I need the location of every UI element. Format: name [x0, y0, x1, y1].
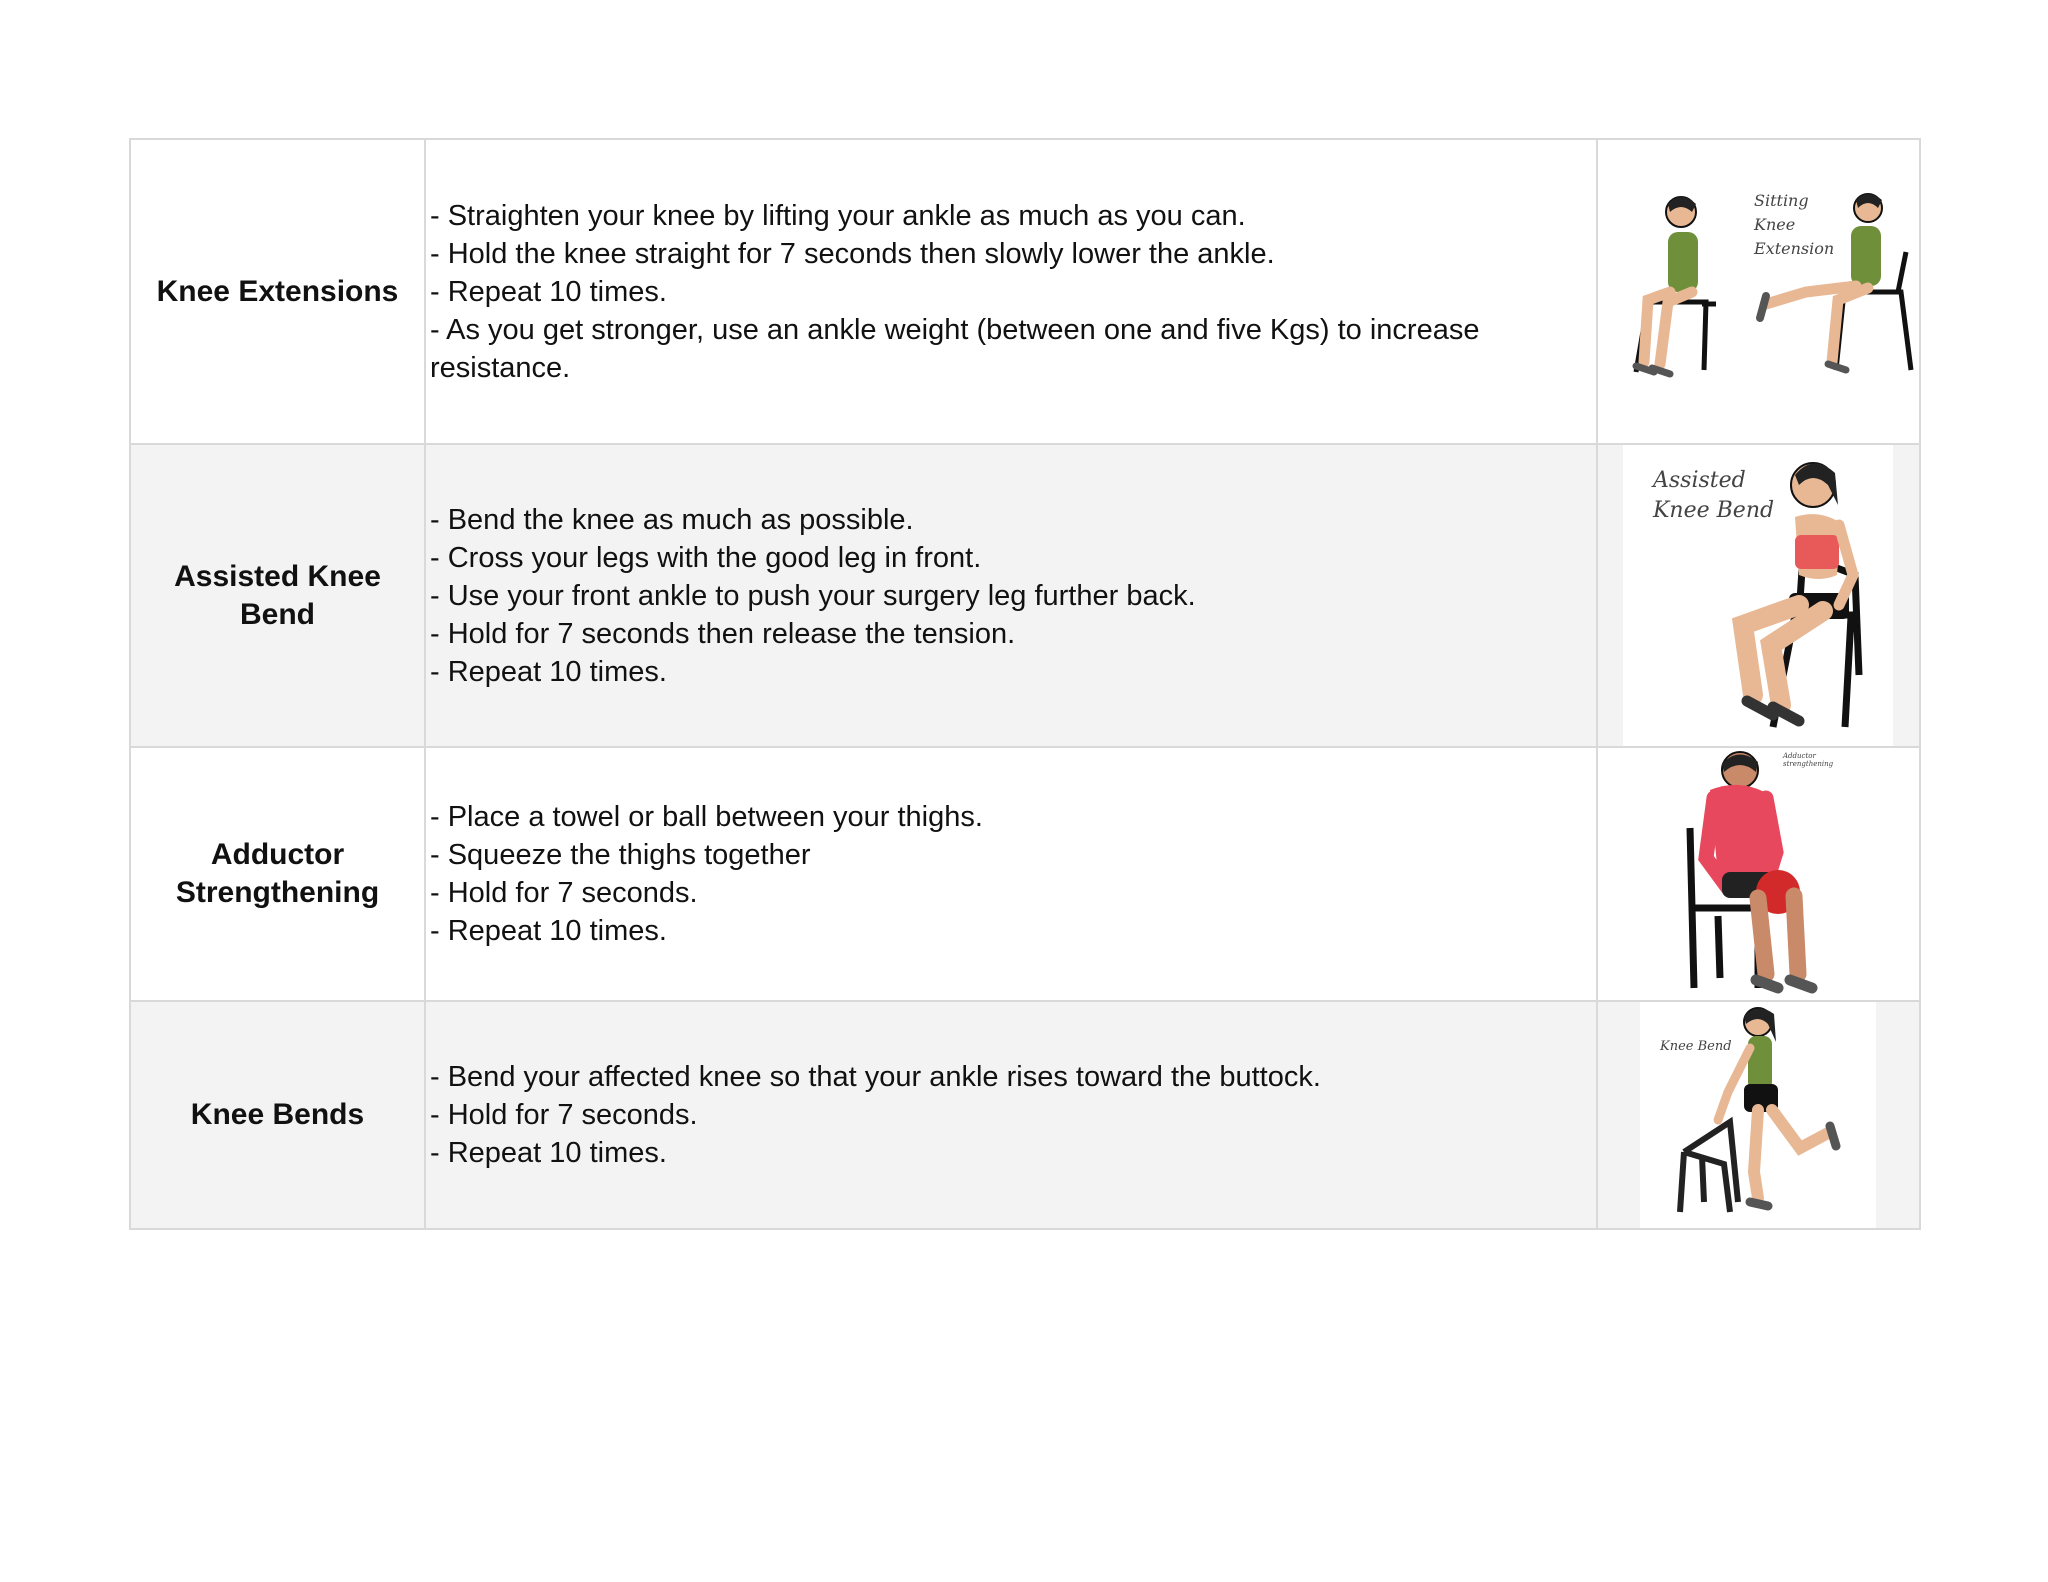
exercise-name: Knee Extensions — [130, 139, 425, 444]
knee-extension-illustration — [1606, 192, 1920, 392]
image-caption: Adductor — [1783, 752, 1816, 760]
seated-woman-figure-left — [1636, 197, 1716, 374]
step-line: - Hold the knee straight for 7 seconds then slowly lower the ankle. — [430, 237, 1275, 270]
exercise-steps — [425, 747, 1597, 1001]
exercise-name: Assisted Knee Bend — [130, 444, 425, 747]
exercise-sheet — [129, 138, 1919, 1230]
assisted-knee-bend-illustration — [1623, 445, 1893, 746]
image-caption: Extension — [1754, 239, 1835, 258]
exercise-illustration-cell — [1597, 139, 1920, 444]
step-line: - Bend the knee as much as possible. — [430, 503, 914, 536]
exercise-name: Knee Bends — [130, 1001, 425, 1229]
exercise-illustration-cell — [1597, 1001, 1920, 1229]
seated-woman-with-ball-figure — [1690, 752, 1812, 988]
image-caption: strengthening — [1783, 760, 1834, 768]
step-line: - Cross your legs with the good leg in front. — [430, 541, 982, 574]
step-line: - Place a towel or ball between your thighs. — [430, 801, 983, 833]
exercise-row-knee-extensions — [130, 139, 1920, 444]
step-line: - Repeat 10 times. — [430, 1137, 667, 1169]
step-line: - Hold for 7 seconds then release the tension. — [430, 617, 1016, 650]
image-caption: Sitting — [1754, 192, 1809, 210]
image-caption: Knee Bend — [1660, 1039, 1732, 1054]
exercise-table — [129, 138, 1921, 1230]
adductor-strengthening-illustration — [1648, 748, 1888, 1000]
step-line: - Hold for 7 seconds. — [430, 1099, 698, 1131]
knee-bend-illustration — [1640, 1002, 1876, 1228]
image-caption: Knee Bend — [1653, 498, 1775, 523]
exercise-steps — [425, 139, 1597, 444]
step-line: - Repeat 10 times. — [430, 915, 667, 947]
exercise-row-assisted-knee-bend — [130, 444, 1920, 747]
step-line: - Straighten your knee by lifting your ankle as much as you can. — [430, 199, 1246, 232]
exercise-row-knee-bends — [130, 1001, 1920, 1229]
exercise-illustration-cell — [1597, 444, 1920, 747]
step-line: - Hold for 7 seconds. — [430, 877, 698, 909]
exercise-illustration-cell — [1597, 747, 1920, 1001]
image-caption: Assisted — [1653, 468, 1746, 493]
step-line: - Repeat 10 times. — [430, 655, 667, 688]
step-line: - Repeat 10 times. — [430, 275, 667, 308]
exercise-row-adductor-strengthening — [130, 747, 1920, 1001]
exercise-steps — [425, 444, 1597, 747]
step-line: - As you get stronger, use an ankle weight (between one and five Kgs) to increase resistance. — [430, 313, 1488, 384]
image-caption: Knee — [1754, 215, 1796, 234]
step-line: - Bend your affected knee so that your ankle rises toward the buttock. — [430, 1061, 1321, 1093]
exercise-name: Adductor Strengthening — [130, 747, 425, 1001]
exercise-steps — [425, 1001, 1597, 1229]
step-line: - Use your front ankle to push your surgery leg further back. — [430, 579, 1196, 612]
step-line: - Squeeze the thighs together — [430, 839, 811, 871]
